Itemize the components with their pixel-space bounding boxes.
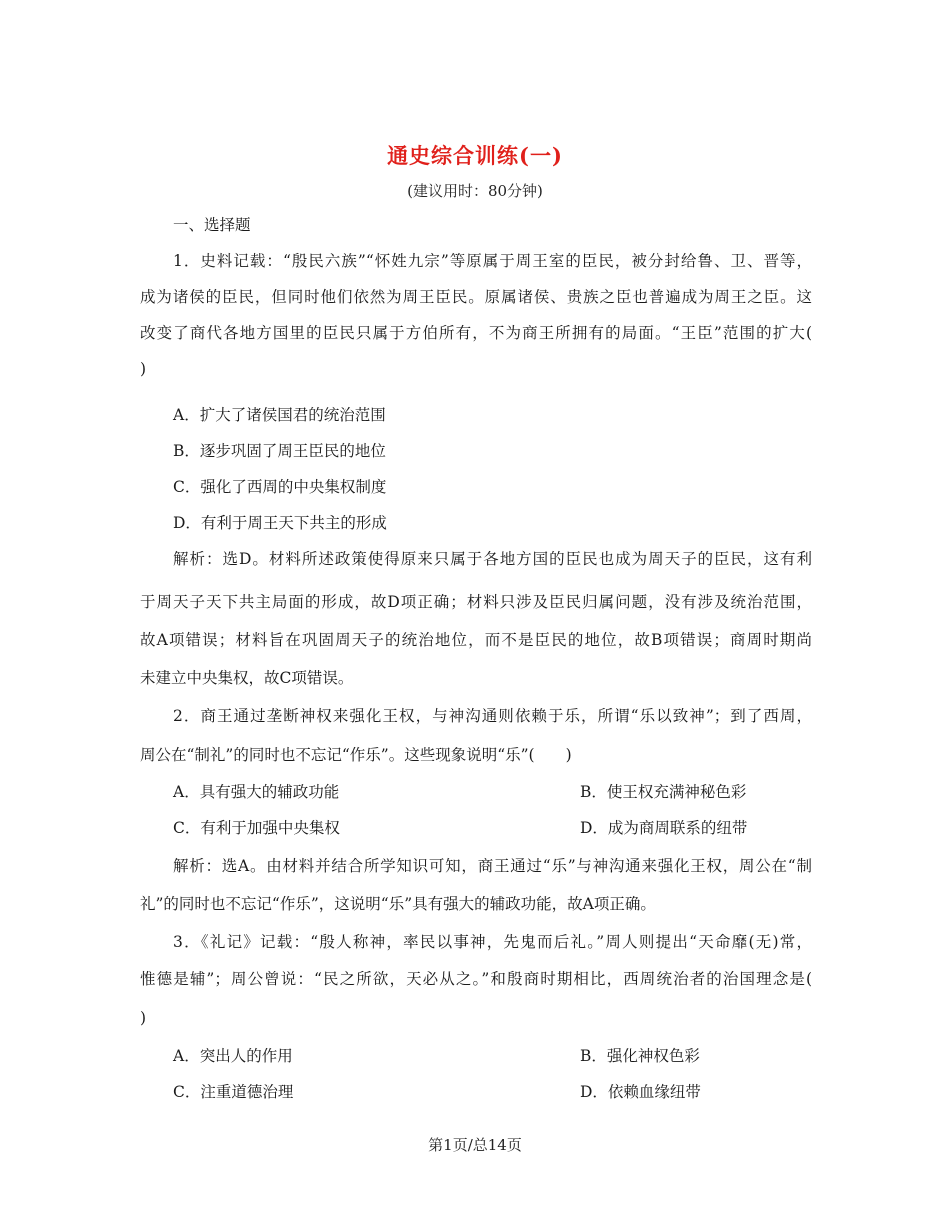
question-2-option-c: C．有利于加强中央集权	[173, 819, 340, 837]
question-3-option-b: B．强化神权色彩	[580, 1047, 700, 1065]
question-1-analysis-line: 未建立中央集权，故C项错误。	[140, 669, 354, 687]
question-1-option-b: B．逐步巩固了周王臣民的地位	[173, 442, 386, 460]
document-title: 通史综合训练(一)	[387, 143, 563, 168]
question-3-stem-line: 3．《礼记》记载：“殷人称神，率民以事神，先鬼而后礼。”周人则提出“天命靡(无)常，	[173, 933, 812, 951]
section-heading: 一、选择题	[173, 216, 251, 234]
question-1-analysis-line: 解析：选D。材料所述政策使得原来只属于各地方国的臣民也成为周天子的臣民，这有利	[173, 550, 812, 568]
question-2-option-a: A．具有强大的辅政功能	[173, 783, 340, 801]
question-2-stem-line: 周公在“制礼”的同时也不忘记“作乐”。这些现象说明“乐”( )	[140, 746, 572, 764]
question-1-stem-line: 改变了商代各地方国里的臣民只属于方伯所有，不为商王所拥有的局面。“王臣”范围的扩大(	[140, 324, 812, 342]
question-3-option-a: A．突出人的作用	[173, 1047, 293, 1065]
question-2-stem-line: 2．商王通过垄断神权来强化王权，与神沟通则依赖于乐，所谓“乐以致神”；到了西周，	[173, 707, 812, 725]
question-3-option-c: C．注重道德治理	[173, 1083, 294, 1101]
question-2-option-d: D．成为商周联系的纽带	[580, 819, 748, 837]
suggested-time: (建议用时：80分钟)	[407, 182, 543, 200]
question-3-stem-line: )	[140, 1009, 147, 1027]
question-1-option-c: C．强化了西周的中央集权制度	[173, 478, 387, 496]
question-3-stem-line: 惟德是辅”；周公曾说：“民之所欲，天必从之。”和殷商时期相比，西周统治者的治国理念是(	[140, 970, 812, 988]
question-1-stem-line: 1．史料记载：“殷民六族”“怀姓九宗”等原属于周王室的臣民，被分封给鲁、卫、晋等，	[173, 252, 812, 270]
question-2-analysis-line: 礼”的同时也不忘记“作乐”，这说明“乐”具有强大的辅政功能，故A项正确。	[140, 895, 656, 913]
question-3-option-d: D．依赖血缘纽带	[580, 1083, 701, 1101]
question-1-option-a: A．扩大了诸侯国君的统治范围	[173, 406, 386, 424]
question-1-stem-line: 成为诸侯的臣民，但同时他们依然为周王臣民。原属诸侯、贵族之臣也普遍成为周王之臣。这	[140, 288, 812, 306]
question-1-option-d: D．有利于周王天下共主的形成	[173, 514, 387, 532]
question-2-analysis-line: 解析：选A。由材料并结合所学知识可知，商王通过“乐”与神沟通来强化王权，周公在“制	[173, 857, 812, 875]
page-number: 第1页/总14页	[428, 1136, 522, 1154]
question-2-option-b: B．使王权充满神秘色彩	[580, 783, 747, 801]
question-1-stem-line: )	[140, 360, 147, 378]
question-1-analysis-line: 于周天子天下共主局面的形成，故D项正确；材料只涉及臣民归属问题，没有涉及统治范围，	[140, 593, 812, 611]
question-1-analysis-line: 故A项错误；材料旨在巩固周天子的统治地位，而不是臣民的地位，故B项错误；商周时期尚	[140, 631, 812, 649]
